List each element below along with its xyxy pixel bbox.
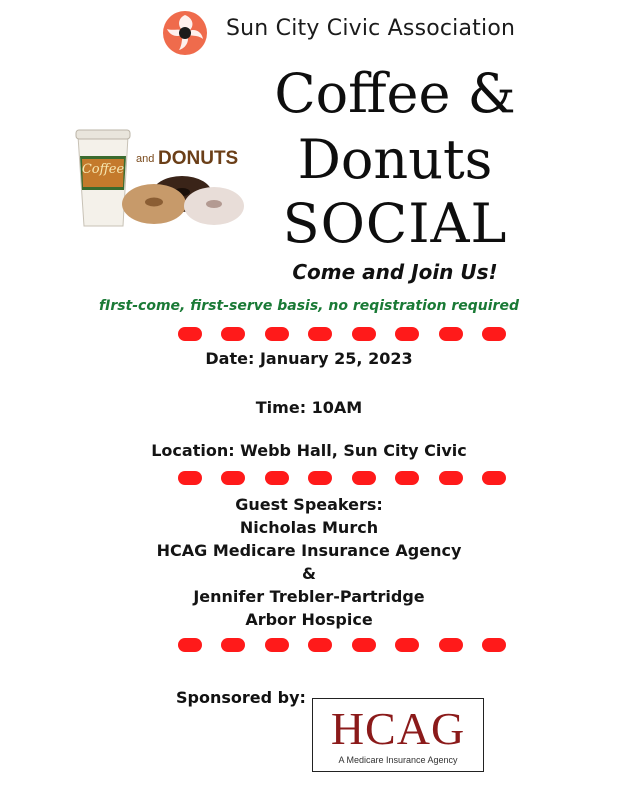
divider-dot — [439, 327, 463, 341]
title-line-1: Coffee & — [274, 62, 516, 125]
sponsor-logo — [312, 698, 484, 772]
registration-note: fIrst-come, first-serve basis, no reqistration required — [99, 298, 519, 314]
coffee-donuts-illustration — [74, 124, 250, 234]
event-date: Date: January 25, 2023 — [205, 349, 413, 368]
speaker-1-name: Nicholas Murch — [239, 518, 379, 537]
divider-dot — [352, 327, 376, 341]
divider-dot — [352, 638, 376, 652]
title-line-2: Donuts — [297, 128, 493, 191]
org-name: Sun City Civic Association — [226, 16, 516, 41]
org-logo-icon — [162, 10, 208, 56]
divider-dot — [482, 471, 506, 485]
title-line-3: SOCIAL — [282, 192, 508, 255]
sponsored-by-label: Sponsored by: — [176, 688, 306, 707]
speaker-2-name: Jennifer Trebler-Partridge — [193, 587, 425, 606]
divider-dot — [308, 327, 332, 341]
divider-dot — [265, 327, 289, 341]
divider-dot — [395, 327, 419, 341]
divider-dot — [352, 471, 376, 485]
divider-dot — [265, 638, 289, 652]
dot-divider — [178, 471, 506, 485]
sign-big-text: DONUTS — [158, 148, 239, 169]
cup-label: Coffee — [81, 162, 125, 177]
divider-dot — [308, 471, 332, 485]
divider-dot — [439, 471, 463, 485]
sign-small-text: and — [136, 153, 155, 165]
divider-dot — [221, 327, 245, 341]
divider-dot — [265, 471, 289, 485]
speaker-2-org: Arbor Hospice — [245, 610, 373, 629]
divider-dot — [439, 638, 463, 652]
divider-dot — [221, 471, 245, 485]
dot-divider — [178, 327, 506, 341]
divider-dot — [482, 638, 506, 652]
event-location: Location: Webb Hall, Sun City Civic — [151, 441, 467, 460]
sponsor-name: HCAG — [330, 703, 466, 754]
divider-dot — [395, 638, 419, 652]
divider-dot — [178, 471, 202, 485]
divider-dot — [178, 327, 202, 341]
divider-dot — [221, 638, 245, 652]
dot-divider — [178, 638, 506, 652]
divider-dot — [308, 638, 332, 652]
divider-dot — [178, 638, 202, 652]
tagline: Come and Join Us! — [292, 260, 498, 284]
divider-dot — [395, 471, 419, 485]
speaker-1-org: HCAG Medicare Insurance Agency — [156, 541, 462, 560]
sponsor-subtitle: A Medicare Insurance Agency — [338, 755, 458, 765]
divider-dot — [482, 327, 506, 341]
speakers-heading: Guest Speakers: — [235, 495, 383, 514]
event-time: Time: 10AM — [255, 398, 363, 417]
speakers-ampersand: & — [302, 564, 316, 583]
